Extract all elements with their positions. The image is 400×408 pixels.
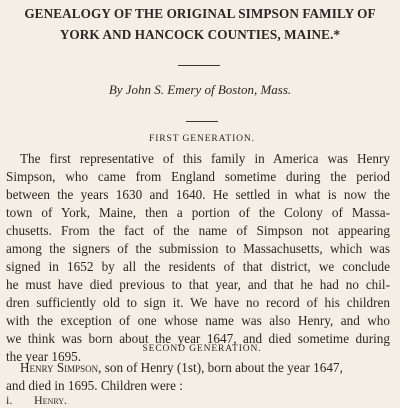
author-byline: By John S. Emery of Boston, Mass. — [108, 82, 292, 97]
title-line-1: GENEALOGY OF THE ORIGINAL SIMPSON FAMILY OF — [24, 6, 376, 21]
paragraph-line: chusetts. From the fact of the name of Simpson not appearing — [6, 223, 390, 238]
paragraph-line — [20, 359, 390, 376]
paragraph-text: , son of Henry (1st), born about the year 1647, — [98, 360, 343, 375]
child-list-item — [6, 393, 67, 408]
paragraph-line: he must have died previous to that year, and that he had no chil- — [6, 277, 390, 292]
paragraph-line: and died in 1695. Children were : — [6, 378, 183, 393]
title-divider — [178, 65, 220, 66]
section-heading-second-generation: SECOND GENERATION. — [142, 344, 262, 354]
paragraph-line: with the exception of one whose name was also Henry, and who — [6, 313, 390, 328]
child-name: Henry. — [34, 393, 68, 407]
person-name: Henry Simpson — [20, 360, 99, 375]
paragraph-line: The first representative of this family in America was Henry — [20, 151, 390, 166]
paragraph-line: signed in 1652 by all the residents of that district, we conclude — [6, 259, 390, 274]
child-number: i. — [6, 393, 13, 407]
section-heading-first-generation: FIRST GENERATION. — [149, 134, 255, 144]
paragraph-line: among the signers of the submission to Massachusetts, which was — [6, 241, 390, 256]
paragraph-line: we think was born about the year 1647, and died sometime during — [6, 331, 390, 346]
paragraph-line: the year 1695. — [6, 349, 82, 364]
paragraph-line: town of York, Maine, then a portion of the Colony of Massa- — [6, 205, 390, 220]
byline-divider — [186, 121, 218, 122]
paragraph-line: dren sufficiently old to sign it. We have no record of his children — [6, 295, 390, 310]
title-line-2: YORK AND HANCOCK COUNTIES, MAINE.* — [59, 27, 341, 42]
paragraph-line: between the years 1630 and 1640. He settled in what is now the — [6, 187, 390, 202]
paragraph-line: Simpson, who came from England sometime during the period — [6, 169, 390, 184]
